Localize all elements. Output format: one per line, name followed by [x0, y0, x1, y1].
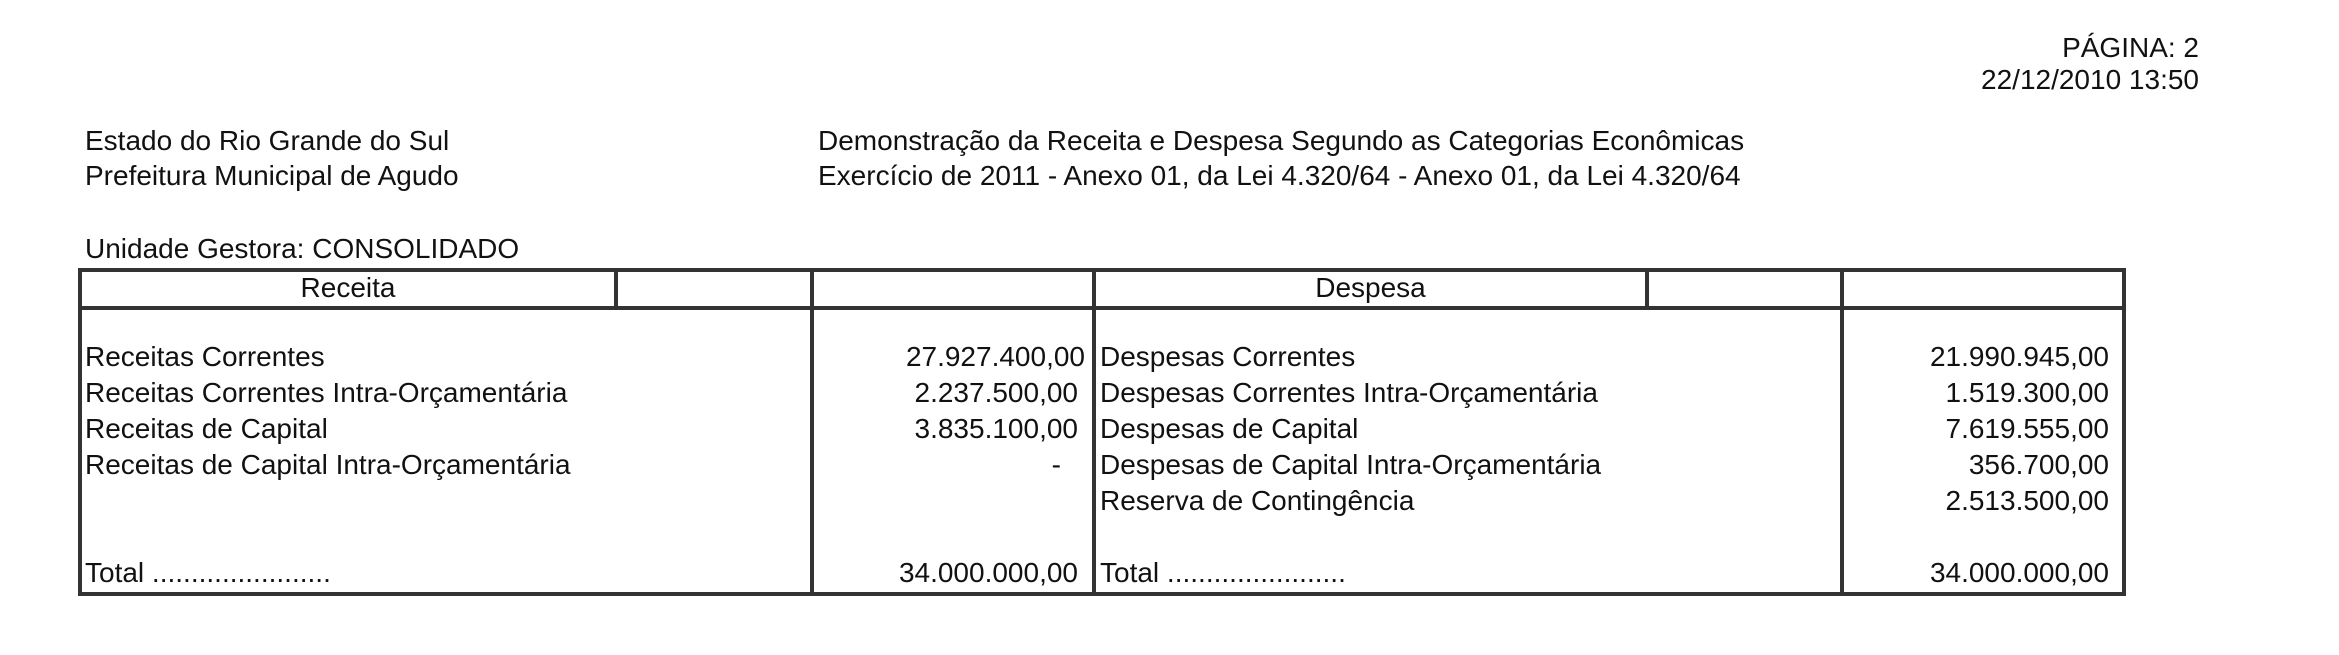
total-receita-label: Total ....................... — [85, 557, 331, 588]
table-border-right — [2122, 268, 2126, 596]
header-cell-divider — [614, 268, 618, 308]
prefecture-name: Prefeitura Municipal de Agudo — [85, 160, 459, 191]
header-cell-divider — [1645, 268, 1649, 308]
total-receita-value: 34.000.000,00 — [898, 557, 1078, 588]
column-divider — [810, 268, 814, 596]
despesa-header: Despesa — [1315, 272, 1426, 303]
despesa-label: Despesas de Capital Intra-Orçamentária — [1100, 449, 1602, 480]
report-datetime: 22/12/2010 13:50 — [1981, 64, 2199, 95]
despesa-value: 1.519.300,00 — [1945, 377, 2109, 408]
despesa-label: Reserva de Contingência — [1100, 485, 1415, 516]
receita-value: 3.835.100,00 — [914, 413, 1078, 444]
table-border-bottom — [78, 592, 2126, 596]
receita-label: Receitas Correntes Intra-Orçamentária — [85, 377, 568, 408]
state-name: Estado do Rio Grande do Sul — [85, 125, 450, 156]
receita-value: - — [1051, 449, 1061, 480]
total-despesa-value: 34.000.000,00 — [1929, 557, 2109, 588]
despesa-value: 7.619.555,00 — [1945, 413, 2109, 444]
management-unit: Unidade Gestora: CONSOLIDADO — [85, 233, 520, 264]
report-subtitle: Exercício de 2011 - Anexo 01, da Lei 4.320/64 - Anexo 01, da Lei 4.320/64 — [818, 160, 1741, 191]
despesa-label: Despesas Correntes — [1100, 341, 1356, 372]
header-divider — [78, 306, 2126, 310]
receita-label: Receitas de Capital — [85, 413, 328, 444]
despesa-label: Despesas Correntes Intra-Orçamentária — [1100, 377, 1598, 408]
receita-label: Receitas de Capital Intra-Orçamentária — [85, 449, 571, 480]
despesa-value: 21.990.945,00 — [1929, 341, 2109, 372]
despesa-value: 356.700,00 — [1968, 449, 2109, 480]
table-border-left — [78, 268, 82, 596]
column-divider — [1092, 268, 1096, 596]
column-divider — [1840, 268, 1844, 596]
receita-value: 27.927.400,00 — [905, 341, 1085, 372]
receita-header: Receita — [300, 272, 396, 303]
total-despesa-label: Total ....................... — [1100, 557, 1346, 588]
report-title: Demonstração da Receita e Despesa Segundo as Categorias Econômicas — [818, 125, 1745, 156]
receita-label: Receitas Correntes — [85, 341, 325, 372]
receita-value: 2.237.500,00 — [914, 377, 1078, 408]
despesa-value: 2.513.500,00 — [1945, 485, 2109, 516]
page-number: PÁGINA: 2 — [2062, 32, 2199, 63]
despesa-label: Despesas de Capital — [1100, 413, 1359, 444]
